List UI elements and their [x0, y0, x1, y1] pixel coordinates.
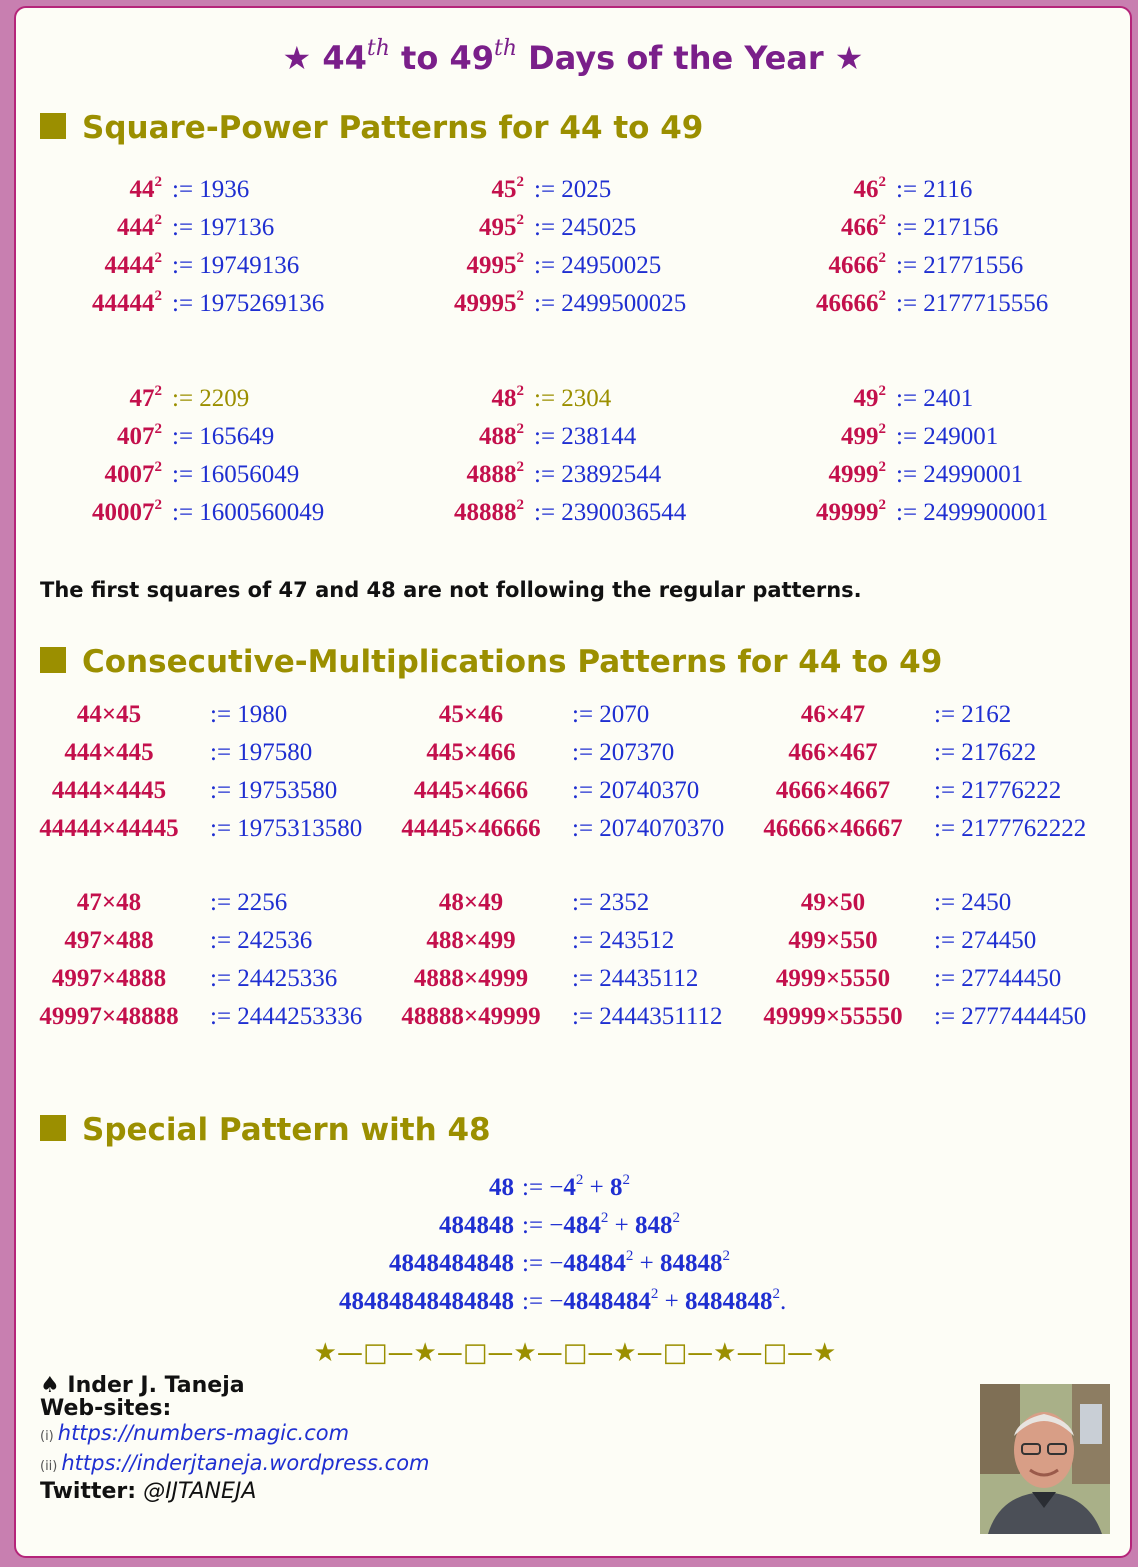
square-bullet-icon: [40, 1115, 66, 1141]
square-base: 4666$^2$: [828, 250, 886, 279]
special-expression: := $-4848484^2 + 8484848^2$.: [522, 1286, 787, 1315]
square-value: := 16056049: [172, 461, 300, 488]
square-value: := 2304: [534, 385, 612, 412]
square-base: 4995$^2$: [466, 250, 524, 279]
square-base: $45^2$: [491, 174, 524, 203]
square-value: := 24950025: [534, 252, 662, 279]
square-base: $499^2$: [841, 421, 886, 450]
multiplication-factors: 4999×5550: [775, 965, 891, 992]
special-number: 48: [489, 1174, 514, 1201]
multiplication-factors: 44×45: [76, 701, 142, 728]
square-base: 48888$^2$: [454, 497, 524, 526]
square-base: 44444$^2$: [92, 288, 162, 317]
star-divider: ★—□—★—□—★—□—★—□—★—□—★: [313, 1338, 837, 1368]
square-base: 4888$^2$: [466, 459, 524, 488]
square-base: $47^2$: [129, 383, 162, 412]
special-expression: := $-484^2 + 848^2$: [522, 1210, 681, 1239]
square-value: := 24990001: [896, 461, 1024, 488]
special-expression: := $-4^2 + 8^2$: [522, 1172, 631, 1201]
multiplication-value: := 1975313580: [210, 815, 363, 842]
multiplication-value: := 197580: [210, 739, 313, 766]
multiplication-value: := 243512: [572, 927, 675, 954]
square-base: 49995$^2$: [454, 288, 524, 317]
multiplication-value: := 2450: [934, 889, 1012, 916]
multiplication-value: := 217622: [934, 739, 1037, 766]
multiplication-value: := 2070: [572, 701, 650, 728]
square-base: 46666$^2$: [816, 288, 886, 317]
section-heading-squares: Square-Power Patterns for 44 to 49: [40, 110, 703, 146]
square-value: := 2116: [896, 176, 973, 203]
author-photo: [980, 1384, 1110, 1534]
square-value: := 165649: [172, 423, 275, 450]
multiplication-value: := 2444351112: [572, 1003, 723, 1030]
multiplication-factors: 49997×48888: [39, 1003, 179, 1030]
multiplication-factors: 4888×4999: [413, 965, 529, 992]
square-value: := 2390036544: [534, 499, 687, 526]
multiplication-factors: 466×467: [788, 739, 878, 766]
special-expression: := $-48484^2 + 84848^2$: [522, 1248, 731, 1277]
page-title: ★ 44th to 49th Days of the Year ★: [282, 36, 864, 77]
page: [14, 6, 1132, 1558]
square-value: := 2499500025: [534, 290, 687, 317]
twitter-handle[interactable]: @IJTANEJA: [143, 1479, 257, 1504]
multiplication-factors: 45×46: [438, 701, 504, 728]
square-value: := 197136: [172, 214, 275, 241]
footer: [40, 1374, 430, 1504]
multiplication-factors: 44444×44445: [39, 815, 179, 842]
square-value: := 2177715556: [896, 290, 1049, 317]
square-base: $488^2$: [479, 421, 524, 450]
square-value: := 21771556: [896, 252, 1024, 279]
multiplication-value: := 207370: [572, 739, 675, 766]
square-value: := 2401: [896, 385, 974, 412]
square-base: $48^2$: [491, 383, 524, 412]
square-value: := 19749136: [172, 252, 300, 279]
multiplication-factors: 499×550: [788, 927, 878, 954]
square-base: 4444$^2$: [104, 250, 162, 279]
multiplication-value: := 2162: [934, 701, 1012, 728]
multiplication-factors: 445×466: [426, 739, 516, 766]
square-value: := 2499900001: [896, 499, 1049, 526]
square-base: $44^2$: [129, 174, 162, 203]
multiplication-value: := 24435112: [572, 965, 699, 992]
square-value: := 249001: [896, 423, 999, 450]
square-value: := 245025: [534, 214, 637, 241]
multiplication-value: := 2444253336: [210, 1003, 363, 1030]
multiplication-value: := 19753580: [210, 777, 338, 804]
square-base: 4007$^2$: [104, 459, 162, 488]
section-heading-special: Special Pattern with 48: [40, 1112, 491, 1148]
square-base: $46^2$: [853, 174, 886, 203]
square-value: := 23892544: [534, 461, 662, 488]
multiplication-value: := 27744450: [934, 965, 1062, 992]
multiplication-value: := 2074070370: [572, 815, 725, 842]
square-base: 49999$^2$: [816, 497, 886, 526]
square-base: $49^2$: [853, 383, 886, 412]
multiplication-value: := 24425336: [210, 965, 338, 992]
multiplication-factors: 48×49: [438, 889, 504, 916]
websites-label: Web-sites:: [40, 1396, 172, 1421]
square-bullet-icon: [40, 113, 66, 139]
square-base: $407^2$: [117, 421, 162, 450]
multiplication-factors: 44445×46666: [401, 815, 541, 842]
multiplication-factors: 48888×49999: [401, 1003, 541, 1030]
multiplication-factors: 4997×4888: [51, 965, 167, 992]
square-base: 4999$^2$: [828, 459, 886, 488]
square-value: := 1975269136: [172, 290, 325, 317]
multiplication-value: := 2256: [210, 889, 288, 916]
square-bullet-icon: [40, 647, 66, 673]
multiplication-factors: 49999×55550: [763, 1003, 903, 1030]
square-base: $444^2$: [117, 212, 162, 241]
multiplication-factors: 4444×4445: [51, 777, 167, 804]
square-value: := 217156: [896, 214, 999, 241]
multiplication-factors: 46×47: [800, 701, 866, 728]
note-text: The first squares of 47 and 48 are not following the regular patterns.: [40, 578, 862, 602]
website-link-2[interactable]: (ii) https://inderjtaneja.wordpress.com: [40, 1451, 430, 1475]
multiplication-value: := 2777444450: [934, 1003, 1087, 1030]
multiplication-factors: 4445×4666: [413, 777, 529, 804]
multiplication-value: := 1980: [210, 701, 288, 728]
section-heading-consecutive: Consecutive-Multiplications Patterns for 44 to 49: [40, 644, 942, 680]
author-name: ♠ Inder J. Taneja: [40, 1373, 245, 1398]
multiplication-factors: 497×488: [64, 927, 154, 954]
website-link-1[interactable]: (i) https://numbers-magic.com: [40, 1421, 350, 1445]
square-value: := 2209: [172, 385, 250, 412]
multiplication-value: := 242536: [210, 927, 313, 954]
multiplication-value: := 21776222: [934, 777, 1062, 804]
square-value: := 238144: [534, 423, 637, 450]
multiplication-value: := 274450: [934, 927, 1037, 954]
multiplication-value: := 2352: [572, 889, 650, 916]
multiplication-factors: 488×499: [426, 927, 516, 954]
square-value: := 2025: [534, 176, 612, 203]
special-number: 4848484848: [389, 1250, 514, 1277]
square-value: := 1936: [172, 176, 250, 203]
special-number: 484848: [439, 1212, 514, 1239]
square-base: 40007$^2$: [92, 497, 162, 526]
square-base: $495^2$: [479, 212, 524, 241]
square-value: := 1600560049: [172, 499, 325, 526]
twitter-line: Twitter: @IJTANEJA: [40, 1479, 257, 1504]
multiplication-factors: 49×50: [800, 889, 866, 916]
square-base: $466^2$: [841, 212, 886, 241]
special-number: 48484848484848: [339, 1288, 514, 1315]
multiplication-factors: 444×445: [64, 739, 154, 766]
multiplication-value: := 2177762222: [934, 815, 1087, 842]
multiplication-factors: 47×48: [76, 889, 142, 916]
multiplication-factors: 4666×4667: [775, 777, 891, 804]
multiplication-factors: 46666×46667: [763, 815, 903, 842]
multiplication-value: := 20740370: [572, 777, 700, 804]
